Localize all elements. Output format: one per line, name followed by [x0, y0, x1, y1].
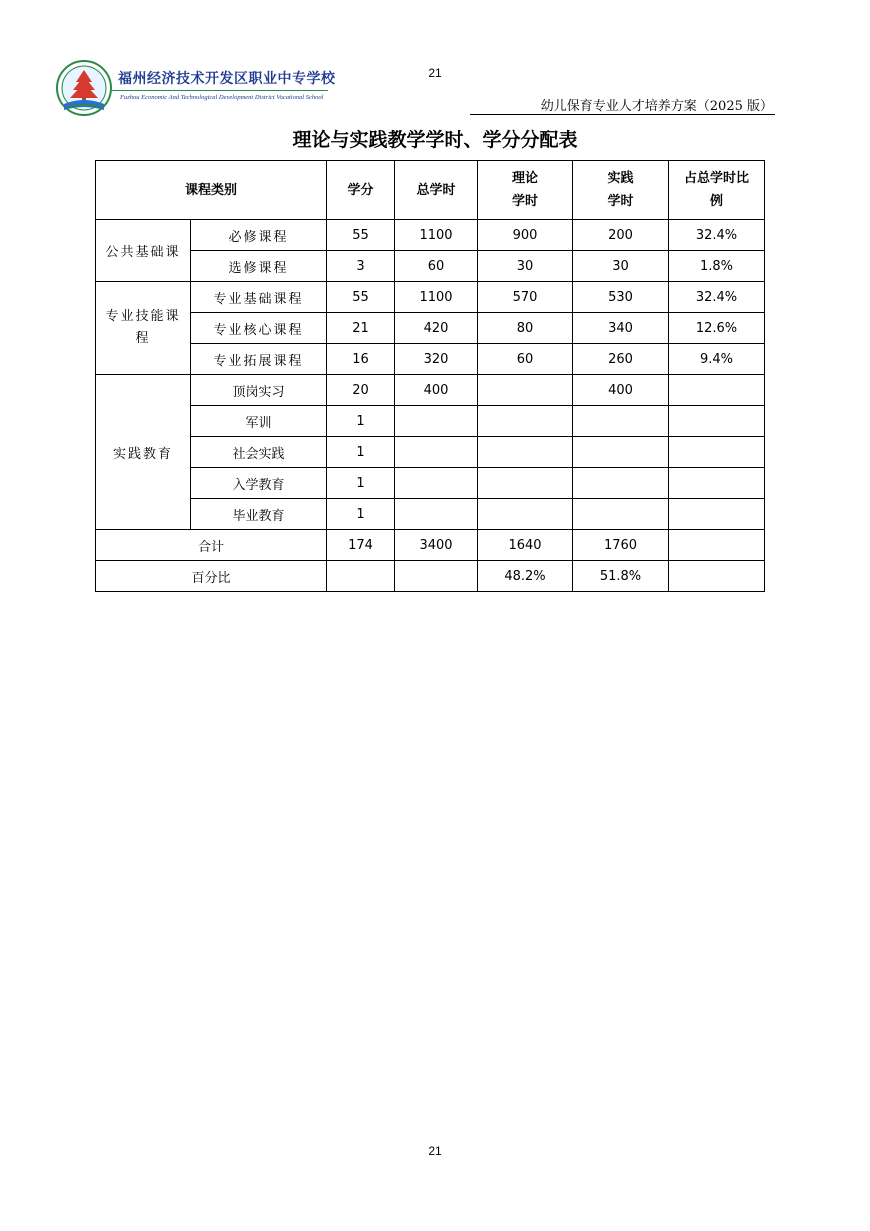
course-name: 必修课程 [191, 220, 327, 251]
total-row [96, 530, 765, 561]
course-name: 军训 [191, 406, 327, 437]
table-row [96, 313, 765, 344]
header-practice-line1: 实践 [607, 171, 634, 186]
cell-credits: 1 [327, 406, 395, 437]
cell-theory-hours: 60 [478, 344, 573, 375]
cell-theory-hours: 900 [478, 220, 573, 251]
cell-ratio: 32.4% [669, 282, 765, 313]
total-label: 合计 [96, 530, 327, 561]
cell-theory-hours [478, 406, 573, 437]
cell-total-hours: 60 [395, 251, 478, 282]
cell-credits: 16 [327, 344, 395, 375]
cell-ratio: 1.8% [669, 251, 765, 282]
table-row [96, 499, 765, 530]
cell-theory-hours [478, 375, 573, 406]
course-name: 选修课程 [191, 251, 327, 282]
course-name: 专业基础课程 [191, 282, 327, 313]
cell-practice-hours [573, 468, 669, 499]
percent-practice: 51.8% [573, 561, 669, 592]
page-number-top: 21 [428, 66, 442, 80]
percent-label: 百分比 [96, 561, 327, 592]
header-total-hours: 总学时 [395, 161, 478, 220]
total-credits: 174 [327, 530, 395, 561]
cell-practice-hours: 200 [573, 220, 669, 251]
cell-practice-hours: 400 [573, 375, 669, 406]
total-practice-hours: 1760 [573, 530, 669, 561]
total-theory-hours: 1640 [478, 530, 573, 561]
cell-theory-hours: 30 [478, 251, 573, 282]
page-number-bottom: 21 [428, 1144, 442, 1158]
table-row [96, 282, 765, 313]
percent-total [395, 561, 478, 592]
cell-ratio: 12.6% [669, 313, 765, 344]
total-ratio [669, 530, 765, 561]
table-row [96, 437, 765, 468]
cell-total-hours [395, 468, 478, 499]
table-row [96, 375, 765, 406]
header-rule [470, 114, 775, 115]
cell-total-hours [395, 406, 478, 437]
cell-practice-hours: 340 [573, 313, 669, 344]
header-ratio [669, 161, 765, 220]
table-title: 理论与实践教学学时、学分分配表 [292, 129, 578, 151]
percent-ratio [669, 561, 765, 592]
allocation-table [95, 160, 765, 592]
cell-practice-hours: 530 [573, 282, 669, 313]
cell-ratio [669, 468, 765, 499]
header-ratio-line1: 占总学时比 [684, 171, 750, 186]
table-row [96, 468, 765, 499]
school-name-english: Fuzhou Economic And Technological Development District Vocational School [120, 94, 324, 101]
header-category: 课程类别 [96, 161, 327, 220]
cell-ratio: 9.4% [669, 344, 765, 375]
cell-total-hours: 1100 [395, 282, 478, 313]
cell-total-hours [395, 499, 478, 530]
cell-theory-hours: 80 [478, 313, 573, 344]
cell-credits: 1 [327, 437, 395, 468]
cell-ratio: 32.4% [669, 220, 765, 251]
cell-theory-hours [478, 499, 573, 530]
header-theory-line2: 学时 [512, 194, 539, 209]
cell-credits: 55 [327, 282, 395, 313]
cell-credits: 1 [327, 468, 395, 499]
cell-total-hours: 400 [395, 375, 478, 406]
cell-ratio [669, 437, 765, 468]
cell-theory-hours [478, 468, 573, 499]
cell-practice-hours [573, 406, 669, 437]
cell-ratio [669, 406, 765, 437]
school-logo-icon [56, 60, 112, 116]
course-name: 专业核心课程 [191, 313, 327, 344]
cell-practice-hours [573, 499, 669, 530]
table-header-row [96, 161, 765, 220]
course-name: 毕业教育 [191, 499, 327, 530]
cell-theory-hours: 570 [478, 282, 573, 313]
cell-ratio [669, 499, 765, 530]
cell-theory-hours [478, 437, 573, 468]
cell-practice-hours [573, 437, 669, 468]
cell-credits: 21 [327, 313, 395, 344]
document-header-title: 幼儿保育专业人才培养方案（2025 版） [540, 99, 773, 114]
logo-underline [112, 90, 328, 91]
header-theory-hours [478, 161, 573, 220]
header-practice-hours [573, 161, 669, 220]
header-practice-line2: 学时 [607, 194, 634, 209]
cell-credits: 3 [327, 251, 395, 282]
cell-credits: 20 [327, 375, 395, 406]
total-hours: 3400 [395, 530, 478, 561]
header-credits: 学分 [327, 161, 395, 220]
course-name: 顶岗实习 [191, 375, 327, 406]
cell-credits: 1 [327, 499, 395, 530]
cell-total-hours: 1100 [395, 220, 478, 251]
group-practice: 实践教育 [96, 375, 191, 530]
table-row [96, 251, 765, 282]
cell-total-hours: 420 [395, 313, 478, 344]
course-name: 入学教育 [191, 468, 327, 499]
percent-theory: 48.2% [478, 561, 573, 592]
header-ratio-line2: 例 [710, 194, 724, 209]
cell-practice-hours: 260 [573, 344, 669, 375]
cell-practice-hours: 30 [573, 251, 669, 282]
group-public: 公共基础课 [96, 220, 191, 282]
cell-total-hours: 320 [395, 344, 478, 375]
table-row [96, 344, 765, 375]
school-name: 福州经济技术开发区职业中专学校 [118, 71, 336, 87]
group-professional: 专业技能课程 [96, 282, 191, 375]
header-theory-line1: 理论 [512, 171, 539, 186]
cell-ratio [669, 375, 765, 406]
course-name: 社会实践 [191, 437, 327, 468]
percent-row [96, 561, 765, 592]
cell-credits: 55 [327, 220, 395, 251]
percent-credits [327, 561, 395, 592]
table-row [96, 220, 765, 251]
course-name: 专业拓展课程 [191, 344, 327, 375]
cell-total-hours [395, 437, 478, 468]
table-row [96, 406, 765, 437]
